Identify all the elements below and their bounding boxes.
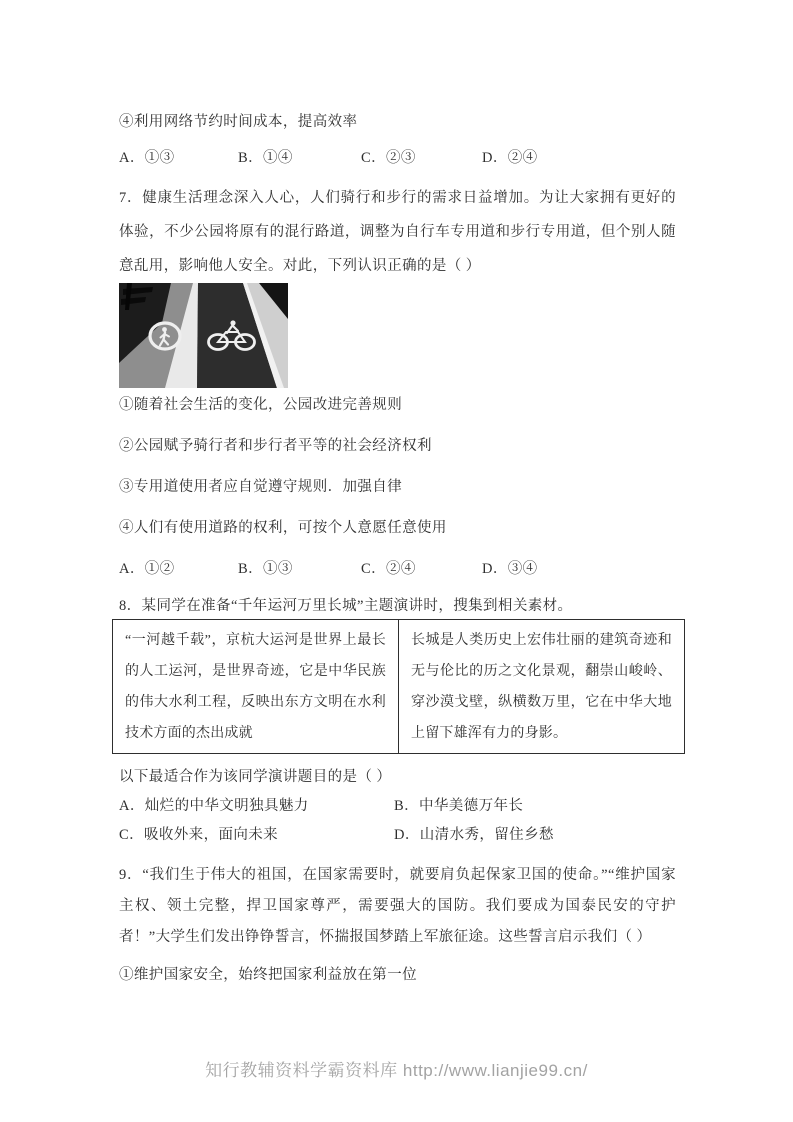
q8-table-cell-greatwall: 长城是人类历史上宏伟壮丽的建筑奇迹和无与伦比的历之文化景观，翻崇山峻岭、穿沙漠戈壁，纵横数万里，它在中华大地上留下雄浑有力的身影。 [399, 620, 685, 754]
q7-choice-d: D．③④ [482, 561, 538, 577]
q8-prompt: 以下最适合作为该同学演讲题目的是（ ） [119, 769, 392, 785]
q8-choice-c: C．吸收外来，面向未来 [119, 827, 279, 843]
q8-choice-d: D．山清水秀，留住乡愁 [394, 827, 554, 843]
table-row [113, 620, 685, 754]
q8-choices-row-1 [119, 792, 676, 821]
q8-choice-b: B．中华美德万年长 [394, 798, 524, 814]
q9-stem: 9．“我们生于伟大的祖国，在国家需要时，就要肩负起保家卫国的使命。”“维护国家主权、领土完整，捍卫国家尊严，需要强大的国防。我们要成为国泰民安的守护者！”大学生们发出铮铮誓言，怀揣报国梦踏上军旅征途。这些誓言启示我们（ ） [119, 867, 676, 945]
q8-choices-row-2 [119, 821, 676, 850]
q7-item-2: ②公园赋予骑行者和步行者平等的社会经济权利 [119, 438, 432, 454]
q7-choice-b: B．①③ [238, 561, 293, 577]
q7-choice-a: A．①② [119, 561, 175, 577]
lane-photo [119, 283, 288, 388]
q6-item-4: ④利用网络节约时间成本，提高效率 [119, 114, 358, 130]
q8-table-cell-canal: “一河越千载”，京杭大运河是世界上最长的人工运河，是世界奇迹，它是中华民族的伟大水利工程，反映出东方文明在水利技术方面的杰出成就 [113, 620, 399, 754]
q9-item-1: ①维护国家安全，始终把国家利益放在第一位 [119, 967, 417, 983]
q6-choices-row [119, 141, 676, 175]
q8-stem: 8．某同学在准备“千年运河万里长城”主题演讲时，搜集到相关素材。 [119, 598, 573, 614]
q6-choice-b: B．①④ [238, 150, 293, 166]
q6-choice-c: C．②③ [361, 150, 416, 166]
q7-item-3: ③专用道使用者应自觉遵守规则．加强自律 [119, 479, 403, 495]
q7-item-4: ④人们有使用道路的权利，可按个人意愿任意使用 [119, 520, 447, 536]
q8-choice-a: A．灿烂的中华文明独具魅力 [119, 798, 309, 814]
q8-material-table [112, 619, 685, 754]
q7-choices-row [119, 552, 676, 586]
q6-choice-d: D．②④ [482, 150, 538, 166]
q6-choice-a: A．①③ [119, 150, 175, 166]
page-content [119, 105, 676, 992]
q7-stem: 7．健康生活理念深入人心，人们骑行和步行的需求日益增加。为让大家拥有更好的体验，不少公园将原有的混行路道，调整为自行车专用道和步行专用道，但个别人随意乱用，影响他人安全。对此，下列认识正确的是（ ） [119, 190, 676, 274]
q7-item-1: ①随着社会生活的变化，公园改进完善规则 [119, 397, 403, 413]
q7-choice-c: C．②④ [361, 561, 416, 577]
watermark-footer: 知行教辅资料学霸资料库 http://www.lianjie99.cn/ [205, 1061, 588, 1080]
